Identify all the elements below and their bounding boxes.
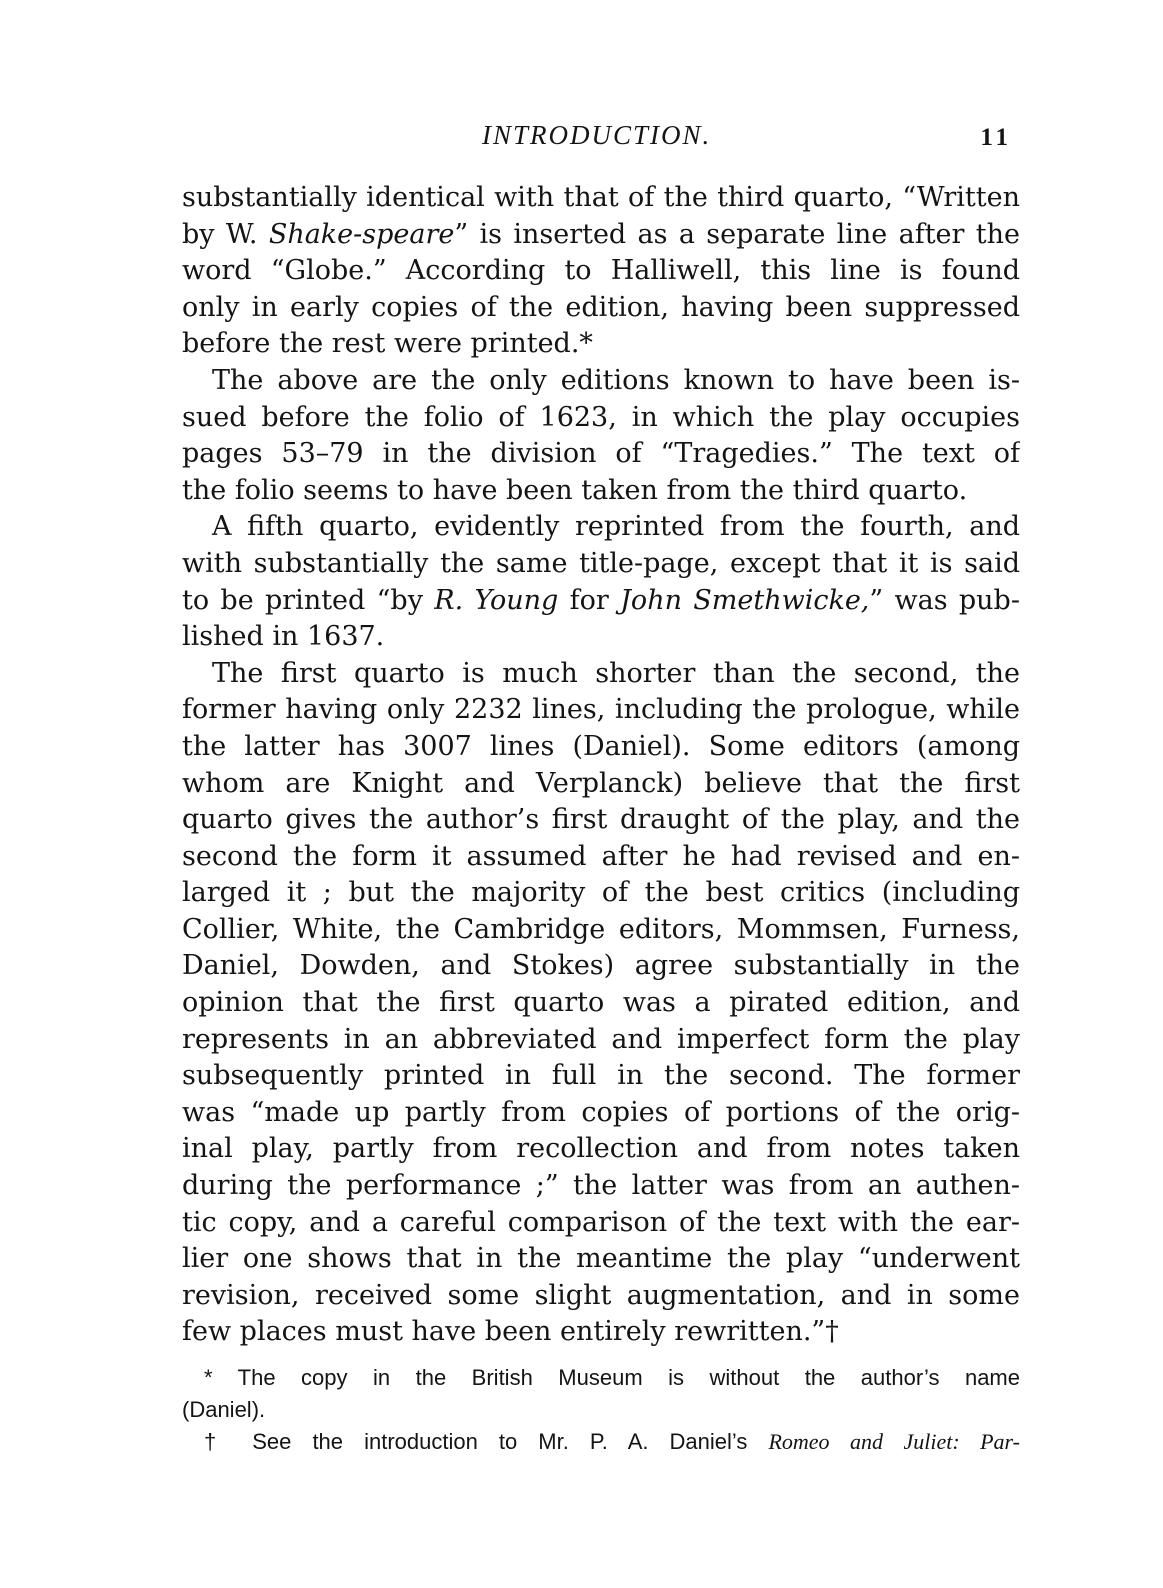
text-line: the folio seems to have been taken from the third quarto.: [182, 474, 968, 506]
text-line: The first quarto is much shorter than the second, the: [212, 657, 1020, 689]
text-line: pages 53–79 in the division of “Tragedies.” The text of: [182, 438, 1020, 470]
paragraph: [182, 509, 1020, 655]
text-line: few places must have been entirely rewritten.”†: [182, 1316, 839, 1348]
paragraph: [182, 656, 1020, 1351]
footnote-line: (Daniel).: [182, 1397, 266, 1422]
text-line: only in early copies of the edition, having been suppressed: [182, 291, 1020, 323]
footnotes: [182, 1362, 1020, 1458]
paragraph: [182, 180, 1020, 363]
text-line: second the form it assumed after he had revised and en-: [182, 840, 1020, 872]
text-line: before the rest were printed.*: [182, 328, 593, 360]
body-text: [182, 180, 1020, 1351]
text-line: whom are Knight and Verplanck) believe that the first: [182, 767, 1020, 799]
text-line: sued before the folio of 1623, in which the play occupies: [182, 401, 1020, 433]
paragraph: [182, 363, 1020, 509]
text-line: tic copy, and a careful comparison of the text with the ear-: [182, 1206, 1020, 1238]
text-line: inal play, partly from recollection and from notes taken: [182, 1133, 1020, 1165]
running-header: [182, 120, 1020, 160]
text-line: A fifth quarto, evidently reprinted from the fourth, and: [212, 511, 1020, 543]
text-line: represents in an abbreviated and imperfect form the play: [182, 1023, 1020, 1055]
page-number: 11: [980, 124, 1012, 151]
italic-name: Shake-speare: [268, 218, 455, 250]
italic-title: Romeo and Juliet: Par-: [768, 1429, 1020, 1454]
text-line: Daniel, Dowden, and Stokes) agree substantially in the: [182, 950, 1020, 982]
text-line: larged it ; but the majority of the best critics (including: [182, 877, 1020, 909]
text-line: subsequently printed in full in the second. The former: [182, 1060, 1020, 1092]
text-line: by W. Shake-speare” is inserted as a separate line after the: [182, 218, 1020, 250]
text-line: lier one shows that in the meantime the play “underwent: [182, 1243, 1020, 1275]
text-line: word “Globe.” According to Halliwell, this line is found: [182, 255, 1020, 287]
footnote-line: † See the introduction to Mr. P. A. Daniel’s Romeo and Juliet: Par-: [204, 1429, 1020, 1454]
text-line: substantially identical with that of the third quarto, “Written: [182, 182, 1020, 213]
italic-name: John Smethwicke,: [620, 584, 870, 616]
text-line: the latter has 3007 lines (Daniel). Some editors (among: [182, 730, 1020, 762]
text-line: opinion that the first quarto was a pirated edition, and: [182, 987, 1020, 1019]
text-line: to be printed “by R. Young for John Smethwicke,” was pub-: [182, 584, 1020, 616]
footnote-line: * The copy in the British Museum is without the author’s name: [204, 1365, 1020, 1390]
italic-name: R. Young: [434, 584, 559, 616]
text-line: quarto gives the author’s first draught of the play, and the: [182, 804, 1020, 836]
text-line: during the performance ;” the latter was from an authen-: [182, 1170, 1020, 1202]
text-line: was “made up partly from copies of portions of the orig-: [182, 1096, 1020, 1128]
text-line: with substantially the same title-page, except that it is said: [182, 547, 1020, 579]
text-line: Collier, White, the Cambridge editors, Mommsen, Furness,: [182, 913, 1020, 945]
text-line: former having only 2232 lines, including the prologue, while: [182, 694, 1020, 726]
running-title: INTRODUCTION.: [482, 120, 712, 150]
text-line: The above are the only editions known to have been is-: [212, 364, 1020, 396]
text-line: lished in 1637.: [182, 621, 385, 653]
text-line: revision, received some slight augmentation, and in some: [182, 1279, 1020, 1311]
